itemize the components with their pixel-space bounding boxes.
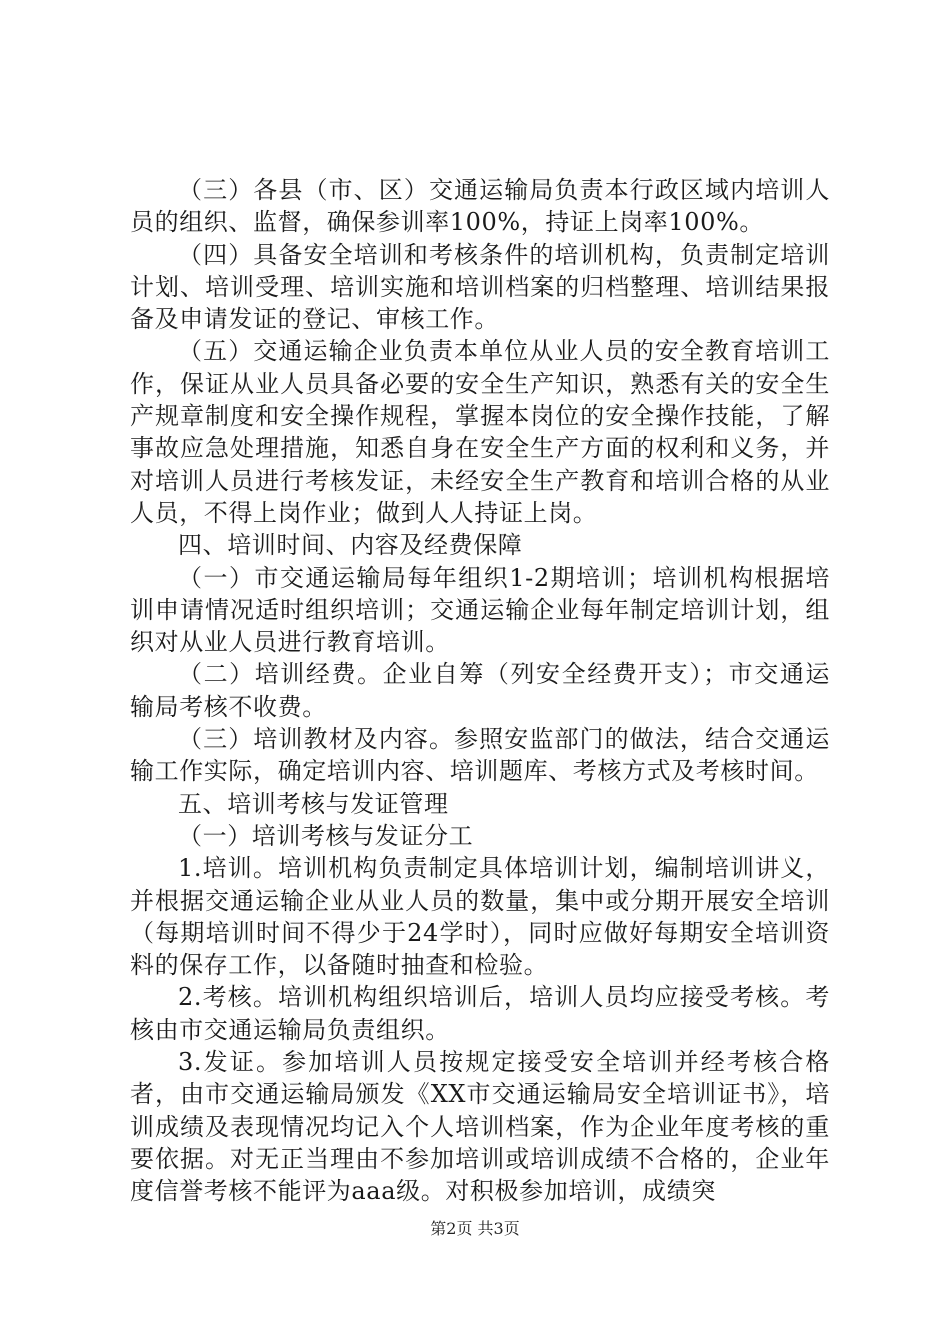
document-body: [130, 174, 830, 1208]
page-footer: 第2页 共3页: [430, 1219, 520, 1238]
paragraph-training-institution: （四）具备安全培训和考核条件的培训机构，负责制定培训计划、培训受理、培训实施和培训档案的归档整理、培训结果报备及申请发证的登记、审核工作。: [130, 240, 830, 334]
paragraph-training-materials: （三）培训教材及内容。参照安监部门的做法，结合交通运输工作实际，确定培训内容、培训题库、考核方式及考核时间。: [130, 725, 830, 786]
section-heading-4: 四、培训时间、内容及经费保障: [178, 531, 523, 560]
paragraph-item-certification: 3.发证。参加培训人员按规定接受安全培训并经考核合格者，由市交通运输局颁发《XX市交通运输局安全培训证书》，培训成绩及表现情况均记入个人培训档案，作为企业年度考核的重要依据。对无正当理由不参加培训或培训成绩不合格的，企业年度信誉考核不能评为aaa级。对积极参加培训，成绩突: [130, 1048, 830, 1206]
paragraph-item-assessment: 2.考核。培训机构组织培训后，培训人员均应接受考核。考核由市交通运输局负责组织。: [130, 983, 830, 1044]
paragraph-training-schedule: （一）市交通运输局每年组织1-2期培训；培训机构根据培训申请情况适时组织培训；交通运输企业每年制定培训计划，组织对从业人员进行教育培训。: [130, 563, 830, 657]
section-heading-5: 五、培训考核与发证管理: [178, 789, 449, 818]
paragraph-training-funding: （二）培训经费。企业自筹（列安全经费开支）；市交通运输局考核不收费。: [130, 660, 830, 721]
subsection-heading-division: （一）培训考核与发证分工: [178, 821, 474, 850]
paragraph-county-responsibility: （三）各县（市、区）交通运输局负责本行政区域内培训人员的组织、监督，确保参训率100%，持证上岗率100%。: [130, 176, 830, 237]
paragraph-item-training: 1.培训。培训机构负责制定具体培训计划，编制培训讲义，并根据交通运输企业从业人员的数量，集中或分期开展安全培训（每期培训时间不得少于24学时），同时应做好每期安全培训资料的保存工作，以备随时抽查和检验。: [130, 854, 830, 980]
paragraph-enterprise-responsibility: （五）交通运输企业负责本单位从业人员的安全教育培训工作，保证从业人员具备必要的安全生产知识，熟悉有关的安全生产规章制度和安全操作规程，掌握本岗位的安全操作技能，了解事故应急处理措施，知悉自身在安全生产方面的权利和义务，并对培训人员进行考核发证，未经安全生产教育和培训合格的从业人员，不得上岗作业；做到人人持证上岗。: [130, 337, 830, 527]
